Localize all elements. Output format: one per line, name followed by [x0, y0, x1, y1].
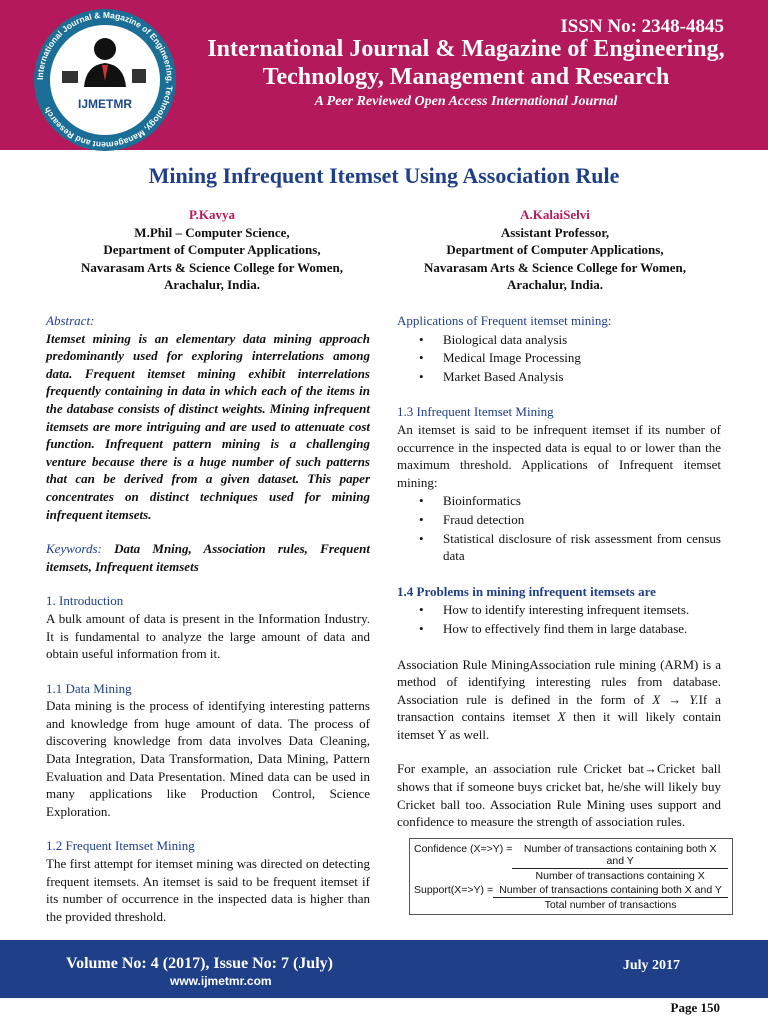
logo-ring-text: International Journal & Magazine of Engineering, Technology, Management and Research [34, 9, 176, 151]
abstract-text: Itemset mining is an elementary data mining approach predominantly used for exploring interrelations among data. Frequent itemset mining exhibit interrelations frequently containing in data in which each of the items in the database consists of distinct weights. Mining infrequent itemsets are more intriguing and are used to attenuate cost function. Infrequent pattern mining is a challenging venture because there is a huge number of such patterns that can be derived from a given dataset. This paper concentrates on distinct techniques used for mining infrequent itemsets. [46, 330, 370, 522]
journal-header [0, 0, 768, 150]
keywords [46, 540, 370, 575]
page-number: Page 150 [670, 1000, 720, 1015]
confidence-numerator: Number of transactions containing both X and Y [523, 842, 717, 867]
author-line: Department of Computer Applications, [103, 242, 321, 257]
arm-rule: X → Y. [652, 691, 699, 707]
arm-text: then it will likely contain itemset Y as well. [397, 709, 722, 742]
paper-title: Mining Infrequent Itemset Using Association Rule [148, 163, 620, 188]
formula-box [409, 838, 733, 915]
volume-issue: Volume No: 4 (2017), Issue No: 7 (July) [66, 955, 333, 972]
website: www.ijmetmr.com [170, 974, 272, 988]
logo-abbrev: IJMETMR [78, 97, 132, 111]
problems-list [397, 601, 721, 637]
infrequent-applications-list [397, 492, 721, 564]
arm-x: X [557, 709, 566, 725]
confidence-denominator: Number of transactions containing X [512, 868, 728, 882]
arm-paragraph [397, 656, 721, 744]
person-icon [50, 25, 160, 95]
author-line: Arachalur, India. [164, 277, 260, 292]
left-column [46, 312, 370, 925]
support-denominator: Total number of transactions [493, 897, 728, 911]
data-mining-text: Data mining is the process of identifying interesting patterns and knowledge from huge amount of data. The process of discovering knowledge from data involves Data Cleaning, Data Integration, Data Transformation, Data Mining, Pattern Evaluation and Data Presentation. Mined data can be used in many applications like Production Control, Science Exploration. [46, 698, 370, 819]
journal-footer [0, 940, 768, 998]
list-item: • Bioinformatics [397, 492, 721, 510]
right-column [397, 312, 721, 915]
list-item: • Medical Image Processing [397, 349, 721, 367]
arm-text: Association Rule MiningAssociation rule mining (ARM) is a method of identifying interesting rules from database. Association rule is defined in the form of [397, 656, 721, 707]
infrequent-itemset-text: An itemset is said to be infrequent itemset if its number of occurrence in the inspected data is equal to or lower than the maximum threshold. Applications of Infrequent itemset mining: [397, 421, 721, 490]
frequent-itemset-heading: 1.2 Frequent Itemset Mining [46, 838, 195, 854]
data-mining-heading: 1.1 Data Mining [46, 680, 132, 696]
logo-emblem [50, 25, 160, 135]
author-line: Navarasam Arts & Science College for Women, [81, 259, 343, 275]
infrequent-itemset-heading: 1.3 Infrequent Itemset Mining [397, 404, 554, 420]
abstract-label: Abstract: [46, 313, 95, 328]
problems-heading: 1.4 Problems in mining infrequent itemsets are [397, 583, 656, 599]
support-label: Support(X=>Y) = [414, 883, 494, 896]
intro-text: A bulk amount of data is present in the Information Industry. It is fundamental to analyze the large amount of data and obtain useful information from it. [46, 610, 370, 662]
applications-heading: Applications of Frequent itemset mining: [397, 313, 612, 328]
author-name: A.KalaiSelvi [520, 207, 590, 222]
frequent-itemset-text: The first attempt for itemset mining was directed on detecting frequent itemsets. An itemset is said to be frequent itemset if its number of occurrence in the inspected data is higher than the provided threshold. [46, 856, 370, 924]
arm-text: If a transaction contains itemset [397, 691, 721, 725]
support-formula [414, 884, 728, 911]
author-line: Navarasam Arts & Science College for Women, [424, 259, 686, 275]
author-name: P.Kavya [188, 207, 236, 222]
support-numerator: Number of transactions containing both X and Y [499, 883, 722, 896]
author-line: Arachalur, India. [507, 277, 603, 292]
issue-date: July 2017 [622, 958, 680, 973]
journal-subtitle: A Peer Reviewed Open Access International Journal [314, 94, 618, 109]
intro-heading: 1. Introduction [46, 593, 124, 609]
author-line: Department of Computer Applications, [446, 242, 664, 257]
list-item: • How to effectively find them in large database. [397, 620, 721, 638]
list-item: • How to identify interesting infrequent itemsets. [397, 601, 721, 619]
list-item: • Market Based Analysis [397, 368, 721, 386]
journal-title-line2: Technology, Management and Research [262, 64, 670, 90]
example-paragraph: For example, an association rule Cricket bat→Cricket ball shows that if someone buys cricket bat, he/she will likely buy Cricket ball too. Association Rule Mining uses support and confidence to measure the strength of association rules. [397, 761, 721, 830]
applications-list [397, 331, 721, 386]
issn: ISSN No: 2348-4845 [560, 16, 724, 37]
author-1 [47, 206, 377, 294]
author-line: Assistant Professor, [500, 224, 610, 240]
list-item: • Biological data analysis [397, 331, 721, 349]
keywords-text: Data Mning, Association rules, Frequent itemsets, Infrequent itemsets [46, 541, 370, 574]
confidence-formula [414, 843, 728, 882]
list-item: • Fraud detection [397, 511, 721, 529]
keywords-label: Keywords: [46, 541, 102, 557]
confidence-label: Confidence (X=>Y) = [414, 842, 513, 855]
journal-logo [34, 9, 176, 151]
author-line: M.Phil – Computer Science, [134, 224, 290, 240]
list-item: • Statistical disclosure of risk assessment from census data [397, 530, 721, 565]
author-2 [390, 206, 720, 294]
journal-title-line1: International Journal & Magazine of Engineering, [207, 36, 725, 62]
